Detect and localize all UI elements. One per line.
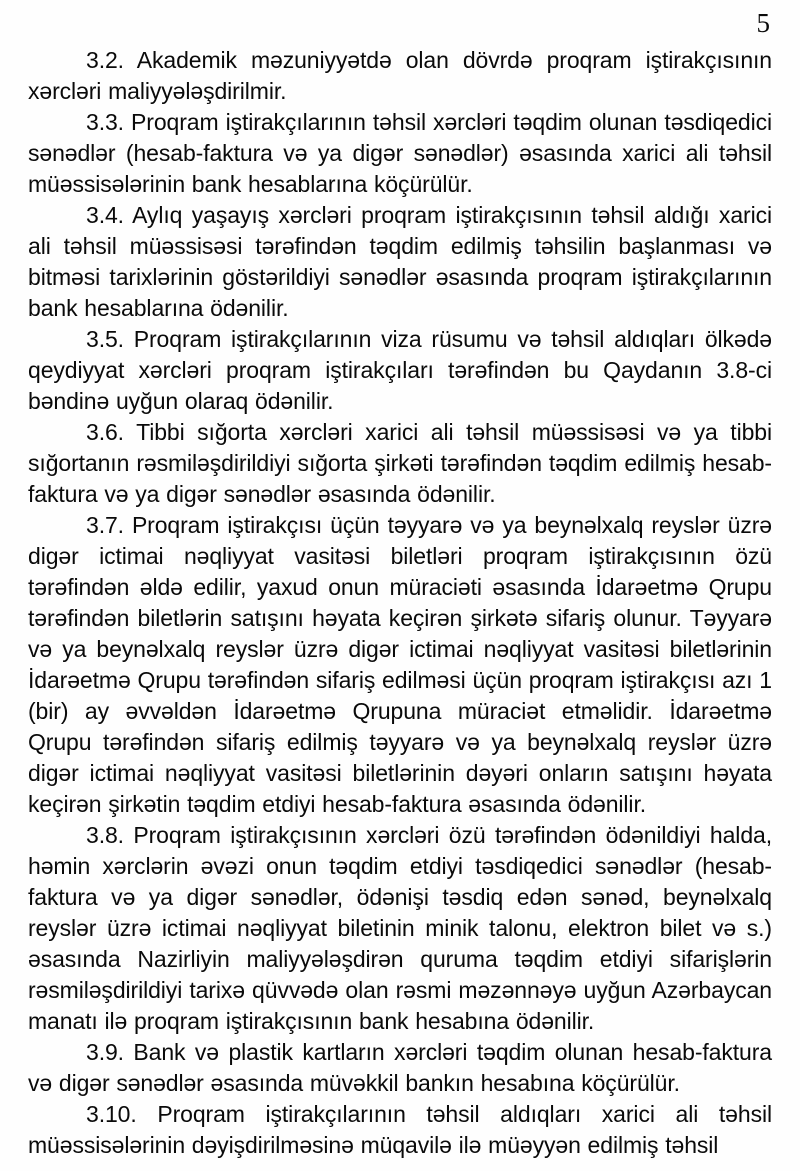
- paragraph-3-7: 3.7. Proqram iştirakçısı üçün təyyarə və ya beynəlxalq reyslər üzrə digər ictimai nəqliyyat vasitəsi biletləri proqram iştirakçısının özü tərəfindən əldə edilir, yaxud onun müraciəti əsasında İdarəetmə Qrupu tərəfindən biletlərin satışını həyata keçirən şirkətə sifariş olunur. Təyyarə və ya beynəlxalq reyslər üzrə digər ictimai nəqliyyat vasitəsi biletlərinin İdarəetmə Qrupu tərəfindən sifariş edilməsi üçün proqram iştirakçısı azı 1 (bir) ay əvvəldən İdarəetmə Qrupuna müraciət etməlidir. İdarəetmə Qrupu tərəfindən sifariş edilmiş təyyarə və ya beynəlxalq reyslər üzrə digər ictimai nəqliyyat vasitəsi biletlərinin dəyəri onların satışını həyata keçirən şirkətin təqdim etdiyi hesab-faktura əsasında ödənilir.: [28, 512, 772, 817]
- page-number: 5: [756, 8, 770, 38]
- paragraph-3-9: 3.9. Bank və plastik kartların xərcləri təqdim olunan hesab-faktura və digər sənədlər əsasında müvəkkil bankın hesabına köçürülür.: [28, 1039, 772, 1096]
- paragraph-3-8: 3.8. Proqram iştirakçısının xərcləri özü tərəfindən ödənildiyi halda, həmin xərclərin əvəzi onun təqdim etdiyi təsdiqedici sənədlər (hesab-faktura və ya digər sənədlər, ödənişi təsdiq edən sənəd, beynəlxalq reyslər üzrə ictimai nəqliyyat biletinin minik talonu, elektron bilet və s.) əsasında Nazirliyin maliyyələşdirən quruma təqdim etdiyi sifarişlərin rəsmiləşdirildiyi tarixə qüvvədə olan rəsmi məzənnəyə uyğun Azərbaycan manatı ilə proqram iştirakçısının bank hesabına ödənilir.: [28, 822, 772, 1034]
- paragraph-3-5: 3.5. Proqram iştirakçılarının viza rüsumu və təhsil aldıqları ölkədə qeydiyyat xərcləri proqram iştirakçıları tərəfindən bu Qaydanın 3.8-ci bəndinə uyğun olaraq ödənilir.: [28, 326, 772, 414]
- paragraph-3-10: 3.10. Proqram iştirakçılarının təhsil aldıqları xarici ali təhsil müəssisələrinin dəyişdirilməsinə müqavilə ilə müəyyən edilmiş təhsil: [28, 1101, 772, 1158]
- paragraph-3-6: 3.6. Tibbi sığorta xərcləri xarici ali təhsil müəssisəsi və ya tibbi sığortanın rəsmiləşdirildiyi sığorta şirkəti tərəfindən təqdim edilmiş hesab-faktura və ya digər sənədlər əsasında ödənilir.: [28, 419, 772, 507]
- paragraph-3-4: 3.4. Aylıq yaşayış xərcləri proqram iştirakçısının təhsil aldığı xarici ali təhsil müəssisəsi tərəfindən təqdim edilmiş təhsilin başlanması və bitməsi tarixlərinin göstərildiyi sənədlər əsasında proqram iştirakçılarının bank hesablarına ödənilir.: [28, 202, 772, 321]
- paragraph-3-2: 3.2. Akademik məzuniyyətdə olan dövrdə proqram iştirakçısının xərcləri maliyyələşdirilmir.: [28, 47, 772, 104]
- paragraph-3-3: 3.3. Proqram iştirakçılarının təhsil xərcləri təqdim olunan təsdiqedici sənədlər (hesab-faktura və ya digər sənədlər) əsasında xarici ali təhsil müəssisələrinin bank hesablarına köçürülür.: [28, 109, 772, 197]
- document-body: [28, 45, 772, 1161]
